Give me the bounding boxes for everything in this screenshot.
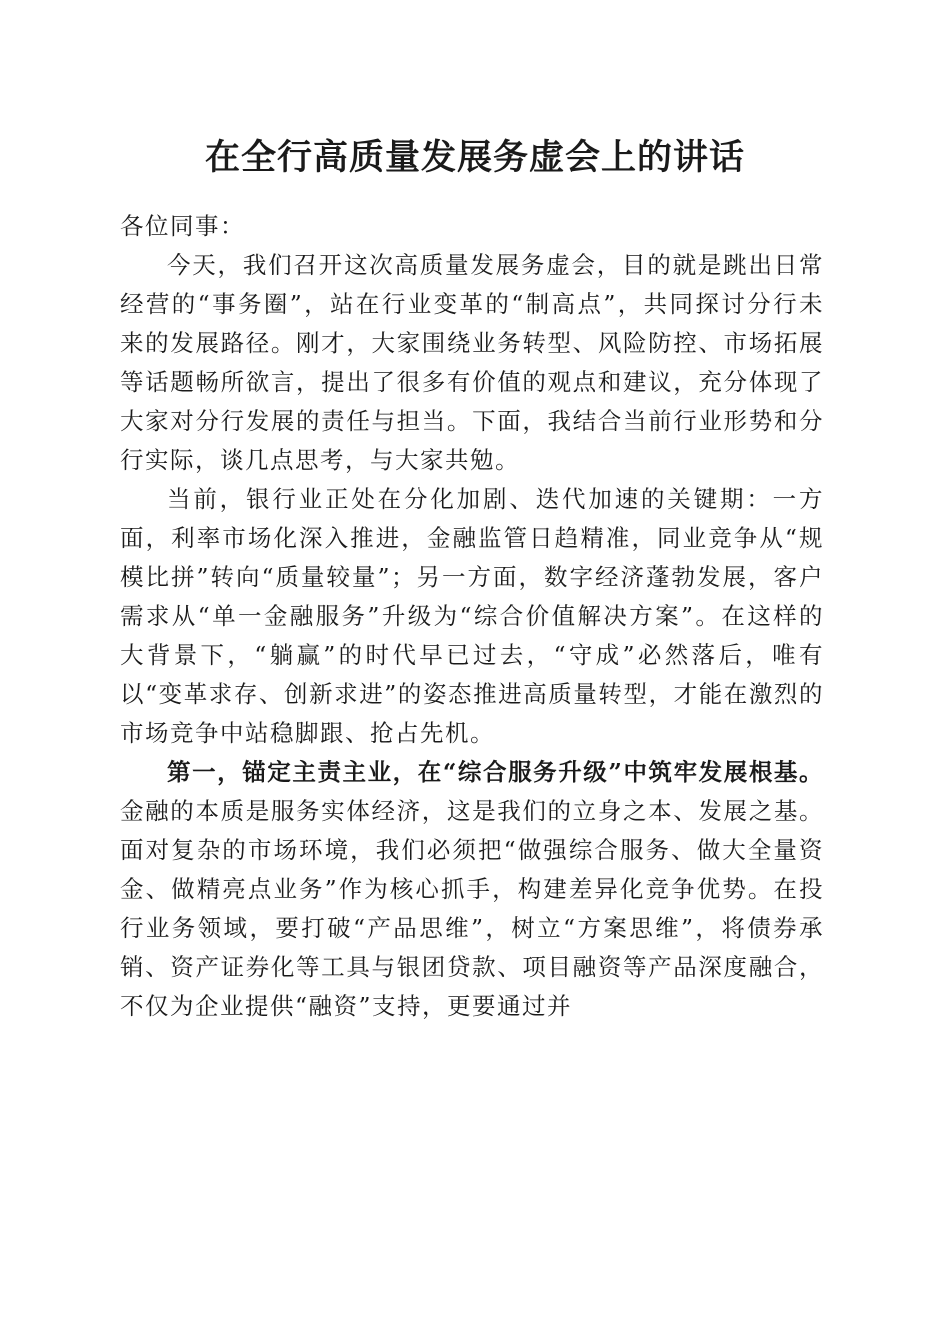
paragraph-situation-text: 当前，银行业正处在分化加剧、迭代加速的关键期：一方面，利率市场化深入推进，金融监管日趋精准，同业竞争从“规模比拼”转向“质量较量”；另一方面，数字经济蓬勃发展，客户需求从“单一金融服务”升级为“综合价值解决方案”。在这样的大背景下，“躺赢”的时代早已过去，“守成”必然落后，唯有以“变革求存、创新求进”的姿态推进高质量转型，才能在激烈的市场竞争中站稳脚跟、抢占先机。 [120,485,824,747]
paragraph-opening [120,246,824,480]
paragraph-opening-text: 今天，我们召开这次高质量发展务虚会，目的就是跳出日常经营的“事务圈”，站在行业变革的“制高点”，共同探讨分行未来的发展路径。刚才，大家围绕业务转型、风险防控、市场拓展等话题畅所欲言，提出了很多有价值的观点和建议，充分体现了大家对分行发展的责任与担当。下面，我结合当前行业形势和分行实际，谈几点思考，与大家共勉。 [120,251,824,474]
document-title: 在全行高质量发展务虚会上的讲话 [204,137,745,178]
point-one-heading: 第一，锚定主责主业，在“综合服务升级”中筑牢发展根基。 [167,758,824,786]
paragraph-situation [120,480,824,753]
paragraph-point-one [120,753,824,1026]
document-body [120,207,824,1026]
point-one-text: 金融的本质是服务实体经济，这是我们的立身之本、发展之基。面对复杂的市场环境，我们必须把“做强综合服务、做大全量资金、做精亮点业务”作为核心抓手，构建差异化竞争优势。在投行业务领域，要打破“产品思维”，树立“方案思维”，将债券承销、资产证券化等工具与银团贷款、项目融资等产品深度融合，不仅为企业提供“融资”支持，更要通过并 [120,797,824,1020]
salutation: 各位同事： [120,212,245,240]
